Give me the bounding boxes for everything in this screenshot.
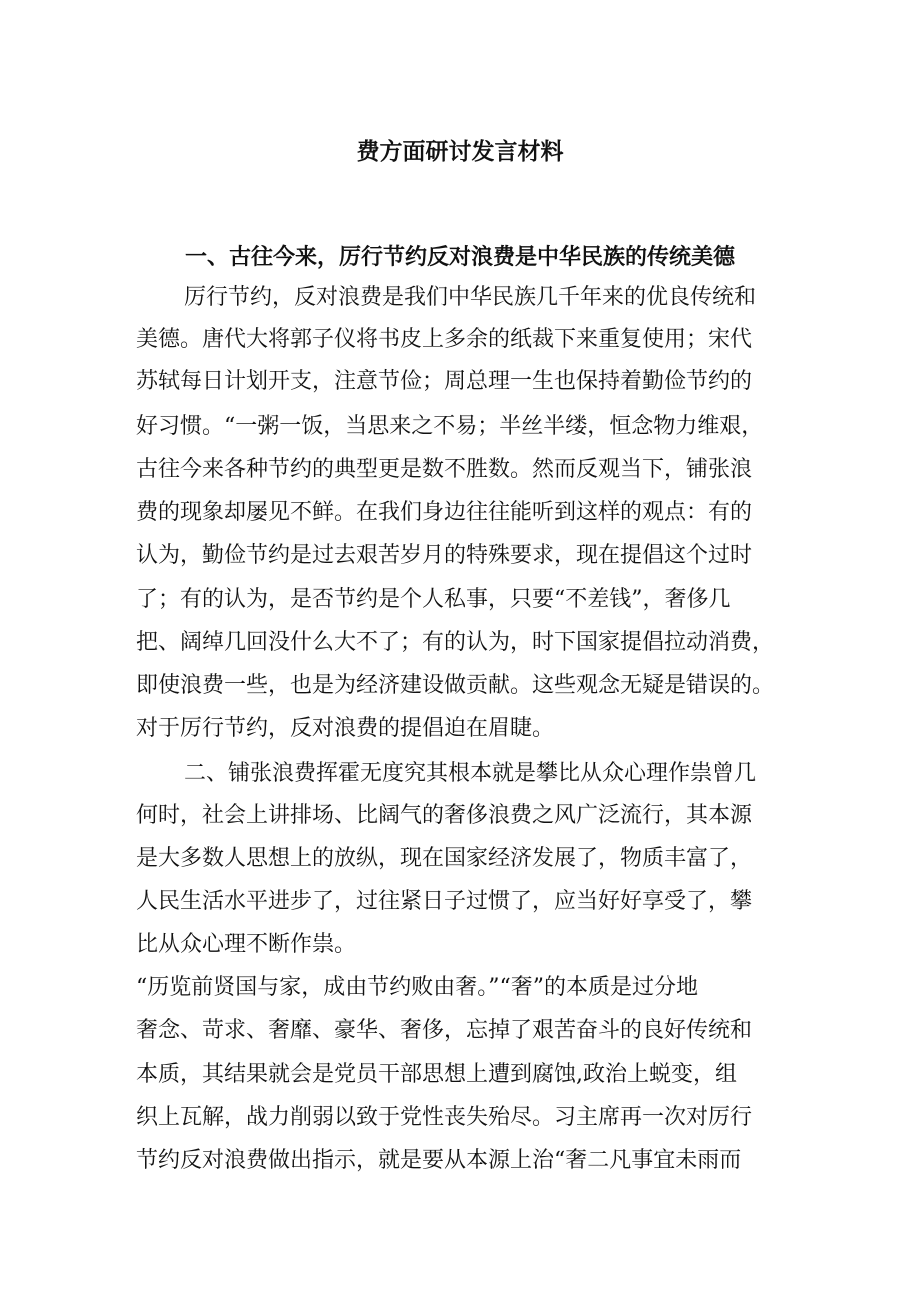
body-line: 织上瓦解，战力削弱以致于党性丧失殆尽。习主席再一次对厉行 [136, 1105, 753, 1130]
body-line: 把、阔绰几回没什么大不了；有的认为，时下国家提倡拉动消费， [136, 630, 775, 655]
body-line: 何时，社会上讲排场、比阔气的奢侈浪费之风广泛流行，其本源 [136, 803, 753, 828]
body-line: 厉行节约，反对浪费是我们中华民族几千年来的优良传统和 [184, 285, 757, 310]
body-line: 美德。唐代大将郭子仪将书皮上多余的纸裁下来重复使用；宋代 [136, 327, 753, 352]
section-heading: 一、古往今来，厉行节约反对浪费是中华民族的传统美德 [184, 245, 735, 270]
body-line: 是大多数人思想上的放纵，现在国家经济发展了，物质丰富了， [136, 846, 753, 871]
body-line: 二、铺张浪费挥霍无度究其根本就是攀比从众心理作祟曾几 [184, 761, 757, 786]
body-line: 人民生活水平进步了，过往紧日子过惯了，应当好好享受了，攀 [136, 889, 753, 914]
document-title: 费方面研讨发言材料 [356, 139, 564, 165]
body-line: 对于厉行节约，反对浪费的提倡迫在眉睫。 [136, 716, 555, 741]
body-line: 奢念、苛求、奢靡、豪华、奢侈，忘掉了艰苦奋斗的良好传统和 [136, 1018, 753, 1043]
body-line: 认为，勤俭节约是过去艰苦岁月的特殊要求，现在提倡这个过时 [136, 543, 753, 568]
body-line: 费的现象却屡见不鲜。在我们身边往往能听到这样的观点：有的 [136, 500, 753, 525]
body-line: “历览前贤国与家，成由节约败由奢。”“奢”的本质是过分地 [136, 975, 698, 1000]
body-line: 比从众心理不断作祟。 [136, 932, 357, 957]
body-line: 苏轼每日计划开支，注意节俭；周总理一生也保持着勤俭节约的 [136, 369, 753, 394]
body-line: 古往今来各种节约的典型更是数不胜数。然而反观当下，铺张浪 [136, 457, 753, 482]
body-line: 好习惯。“一粥一饭，当思来之不易；半丝半缕，恒念物力维艰， [136, 414, 764, 439]
body-line: 节约反对浪费做出指示，就是要从本源上治“奢二凡事宜未雨而 [136, 1148, 742, 1173]
body-line: 即使浪费一些，也是为经济建设做贡献。这些观念无疑是错误的。 [136, 673, 775, 698]
body-line: 了；有的认为，是否节约是个人私事，只要“不差钱”，奢侈几 [136, 587, 731, 612]
body-line: 本质，其结果就会是党员干部思想上遭到腐蚀,政治上蜕变，组 [136, 1062, 737, 1087]
